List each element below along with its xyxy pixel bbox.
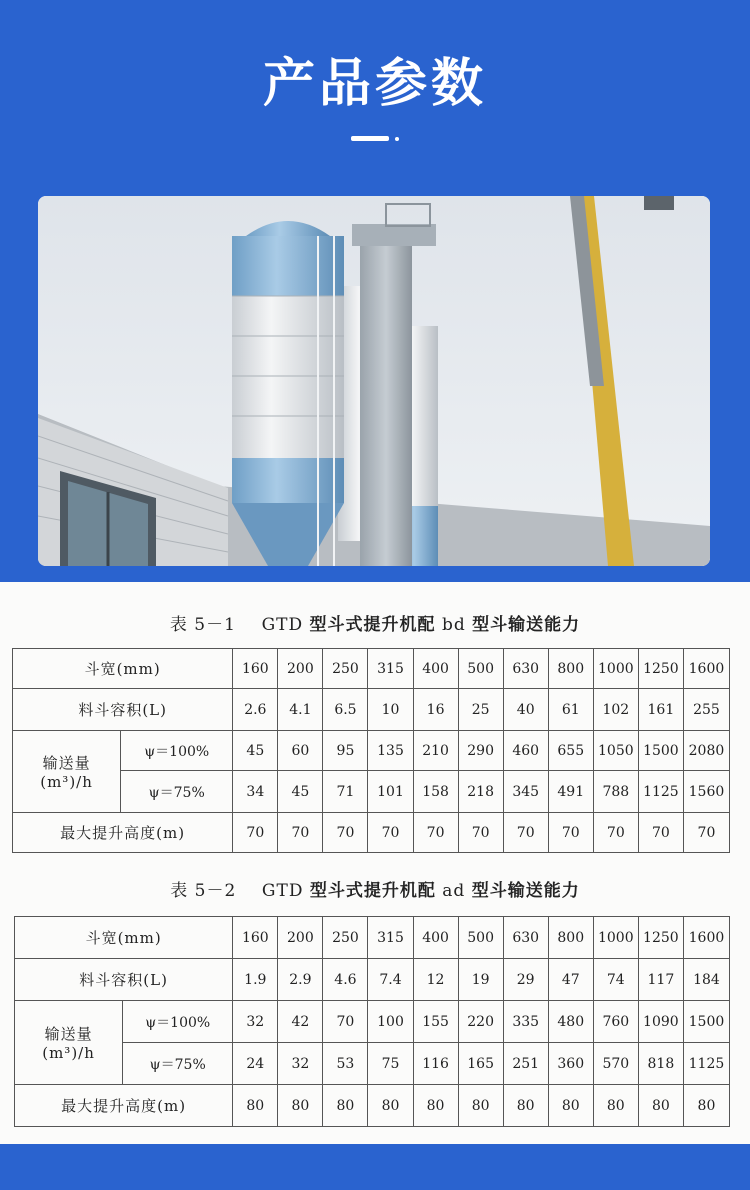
table-2-caption-mid: 型斗式提升机配 bbox=[309, 881, 436, 901]
cell: 70 bbox=[638, 813, 683, 853]
cell: 70 bbox=[413, 813, 458, 853]
cell: 42 bbox=[278, 1001, 323, 1043]
cell: 70 bbox=[503, 813, 548, 853]
cell: 61 bbox=[548, 689, 593, 731]
cell: 10 bbox=[368, 689, 413, 731]
cell: 335 bbox=[503, 1001, 548, 1043]
cell: 160 bbox=[233, 917, 278, 959]
cell: 32 bbox=[278, 1043, 323, 1085]
cell: 74 bbox=[593, 959, 638, 1001]
cell: 315 bbox=[368, 649, 413, 689]
cell: 200 bbox=[278, 917, 323, 959]
cell: 655 bbox=[548, 731, 593, 771]
cell: 1000 bbox=[593, 917, 638, 959]
cell: 818 bbox=[638, 1043, 683, 1085]
cell: 155 bbox=[413, 1001, 458, 1043]
cell: 80 bbox=[503, 1085, 548, 1127]
table-1 bbox=[12, 648, 730, 853]
cell: 80 bbox=[413, 1085, 458, 1127]
row-label-capacity bbox=[13, 731, 121, 813]
cell: 102 bbox=[593, 689, 638, 731]
capacity-label-line1: 输送量 bbox=[42, 754, 91, 772]
cell: 1000 bbox=[593, 649, 638, 689]
spec-sheet bbox=[0, 582, 750, 1144]
cell: 491 bbox=[548, 771, 593, 813]
cell: 1560 bbox=[683, 771, 729, 813]
cell: 53 bbox=[323, 1043, 368, 1085]
cell: 101 bbox=[368, 771, 413, 813]
cell: 1090 bbox=[638, 1001, 683, 1043]
cell: 70 bbox=[593, 813, 638, 853]
row-label-height: 最大提升高度(m) bbox=[15, 1085, 233, 1127]
cell: 4.1 bbox=[278, 689, 323, 731]
cell: 800 bbox=[548, 917, 593, 959]
table-2-caption-prefix: 表 5－2 bbox=[170, 881, 237, 901]
table-row bbox=[13, 731, 730, 771]
cell: 630 bbox=[503, 649, 548, 689]
cell: 1250 bbox=[638, 649, 683, 689]
row-label-psi100: ψ＝100% bbox=[121, 731, 233, 771]
table-row bbox=[13, 813, 730, 853]
cell: 210 bbox=[413, 731, 458, 771]
cell: 1500 bbox=[638, 731, 683, 771]
cell: 1125 bbox=[638, 771, 683, 813]
cell: 400 bbox=[413, 917, 458, 959]
capacity-label-line1: 输送量 bbox=[44, 1025, 93, 1043]
cell: 1050 bbox=[593, 731, 638, 771]
table-1-caption-suffix: 型斗输送能力 bbox=[472, 615, 581, 635]
cell: 16 bbox=[413, 689, 458, 731]
row-label-psi100: ψ＝100% bbox=[123, 1001, 233, 1043]
cell: 100 bbox=[368, 1001, 413, 1043]
table-2-caption-suffix: 型斗输送能力 bbox=[471, 881, 580, 901]
table-row bbox=[15, 1001, 730, 1043]
cell: 500 bbox=[458, 649, 503, 689]
table-1-caption bbox=[0, 610, 750, 635]
cell: 135 bbox=[368, 731, 413, 771]
row-label-psi75: ψ＝75% bbox=[121, 771, 233, 813]
cell: 290 bbox=[458, 731, 503, 771]
cell: 12 bbox=[413, 959, 458, 1001]
cell: 32 bbox=[233, 1001, 278, 1043]
cell: 45 bbox=[233, 731, 278, 771]
cell: 70 bbox=[278, 813, 323, 853]
table-1-caption-model: GTD bbox=[261, 615, 304, 635]
cell: 70 bbox=[458, 813, 503, 853]
cell: 220 bbox=[458, 1001, 503, 1043]
cell: 400 bbox=[413, 649, 458, 689]
cell: 165 bbox=[458, 1043, 503, 1085]
cell: 315 bbox=[368, 917, 413, 959]
cell: 480 bbox=[548, 1001, 593, 1043]
cell: 160 bbox=[233, 649, 278, 689]
cell: 1600 bbox=[683, 649, 729, 689]
cell: 117 bbox=[638, 959, 683, 1001]
cell: 158 bbox=[413, 771, 458, 813]
cell: 70 bbox=[323, 813, 368, 853]
cell: 19 bbox=[458, 959, 503, 1001]
table-1-caption-mid: 型斗式提升机配 bbox=[309, 615, 436, 635]
cell: 75 bbox=[368, 1043, 413, 1085]
cell: 80 bbox=[323, 1085, 368, 1127]
cell: 184 bbox=[683, 959, 729, 1001]
cell: 24 bbox=[233, 1043, 278, 1085]
row-label-psi75: ψ＝75% bbox=[123, 1043, 233, 1085]
cell: 460 bbox=[503, 731, 548, 771]
cell: 25 bbox=[458, 689, 503, 731]
cell: 1.9 bbox=[233, 959, 278, 1001]
capacity-label-line2: (m³)/h bbox=[40, 773, 93, 791]
cell: 255 bbox=[683, 689, 729, 731]
cell: 80 bbox=[233, 1085, 278, 1127]
cell: 80 bbox=[638, 1085, 683, 1127]
cell: 80 bbox=[368, 1085, 413, 1127]
table-row bbox=[15, 917, 730, 959]
table-2-caption-bucket: ad bbox=[442, 881, 466, 901]
cell: 1250 bbox=[638, 917, 683, 959]
row-label-capacity bbox=[15, 1001, 123, 1085]
cell: 80 bbox=[683, 1085, 729, 1127]
table-row bbox=[13, 771, 730, 813]
row-label-width: 斗宽(mm) bbox=[15, 917, 233, 959]
table-row bbox=[13, 689, 730, 731]
cell: 7.4 bbox=[368, 959, 413, 1001]
cell: 200 bbox=[278, 649, 323, 689]
cell: 60 bbox=[278, 731, 323, 771]
row-label-height: 最大提升高度(m) bbox=[13, 813, 233, 853]
table-row bbox=[15, 1043, 730, 1085]
cell: 760 bbox=[593, 1001, 638, 1043]
cell: 161 bbox=[638, 689, 683, 731]
cell: 250 bbox=[323, 917, 368, 959]
table-1-caption-prefix: 表 5－1 bbox=[169, 615, 236, 635]
table-2-caption bbox=[0, 876, 750, 901]
cell: 345 bbox=[503, 771, 548, 813]
cell: 251 bbox=[503, 1043, 548, 1085]
capacity-label-line2: (m³)/h bbox=[42, 1044, 95, 1062]
cell: 116 bbox=[413, 1043, 458, 1085]
cell: 70 bbox=[548, 813, 593, 853]
title-underline bbox=[351, 136, 389, 141]
table-2-caption-model: GTD bbox=[261, 881, 304, 901]
cell: 360 bbox=[548, 1043, 593, 1085]
row-label-width: 斗宽(mm) bbox=[13, 649, 233, 689]
cell: 1125 bbox=[683, 1043, 729, 1085]
cell: 70 bbox=[368, 813, 413, 853]
cell: 80 bbox=[548, 1085, 593, 1127]
cell: 29 bbox=[503, 959, 548, 1001]
cell: 70 bbox=[683, 813, 729, 853]
row-label-volume: 料斗容积(L) bbox=[15, 959, 233, 1001]
cell: 630 bbox=[503, 917, 548, 959]
table-row bbox=[13, 649, 730, 689]
cell: 6.5 bbox=[323, 689, 368, 731]
cell: 34 bbox=[233, 771, 278, 813]
table-1-caption-bucket: bd bbox=[441, 615, 466, 635]
table-2 bbox=[14, 916, 730, 1127]
cell: 788 bbox=[593, 771, 638, 813]
cell: 45 bbox=[278, 771, 323, 813]
cell: 80 bbox=[278, 1085, 323, 1127]
cell: 2080 bbox=[683, 731, 729, 771]
cell: 70 bbox=[233, 813, 278, 853]
title-underline-dot bbox=[395, 137, 399, 141]
cell: 4.6 bbox=[323, 959, 368, 1001]
cell: 1500 bbox=[683, 1001, 729, 1043]
cell: 570 bbox=[593, 1043, 638, 1085]
cell: 2.9 bbox=[278, 959, 323, 1001]
cell: 71 bbox=[323, 771, 368, 813]
cell: 218 bbox=[458, 771, 503, 813]
cell: 1600 bbox=[683, 917, 729, 959]
bottom-band bbox=[0, 1144, 750, 1190]
cell: 500 bbox=[458, 917, 503, 959]
cell: 80 bbox=[593, 1085, 638, 1127]
cell: 2.6 bbox=[233, 689, 278, 731]
cell: 47 bbox=[548, 959, 593, 1001]
cell: 800 bbox=[548, 649, 593, 689]
cell: 250 bbox=[323, 649, 368, 689]
cell: 70 bbox=[323, 1001, 368, 1043]
product-photo bbox=[38, 196, 710, 566]
cell: 40 bbox=[503, 689, 548, 731]
cell: 95 bbox=[323, 731, 368, 771]
cell: 80 bbox=[458, 1085, 503, 1127]
page-title: 产品参数 bbox=[262, 54, 487, 114]
table-row bbox=[15, 959, 730, 1001]
row-label-volume: 料斗容积(L) bbox=[13, 689, 233, 731]
table-row bbox=[15, 1085, 730, 1127]
